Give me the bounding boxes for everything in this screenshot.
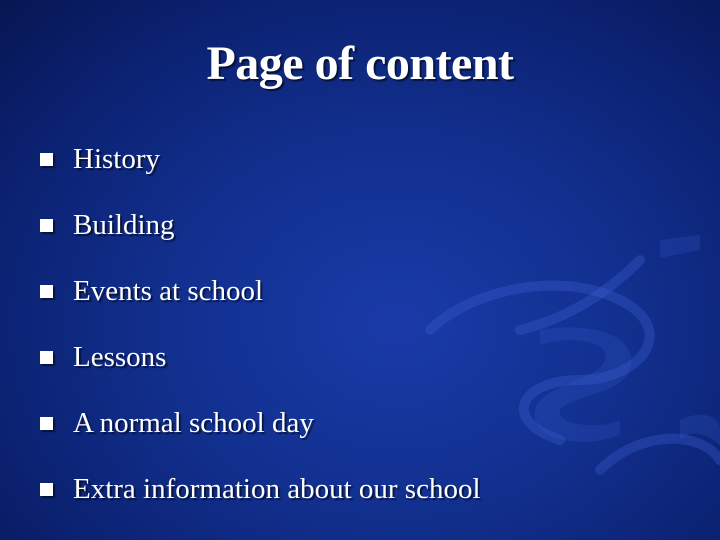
list-item [40, 390, 481, 456]
list-item-label: Events at school [73, 274, 264, 307]
square-bullet-icon [40, 483, 53, 496]
list-item [40, 456, 481, 522]
list-item-label: Lessons [73, 340, 167, 373]
list-item-label: Extra information about our school [73, 472, 481, 505]
square-bullet-icon [40, 153, 53, 166]
list-item [40, 126, 481, 192]
bullet-list [40, 126, 481, 522]
slide-title: Page of content [206, 37, 514, 90]
square-bullet-icon [40, 417, 53, 430]
square-bullet-icon [40, 285, 53, 298]
list-item [40, 258, 481, 324]
list-item [40, 192, 481, 258]
list-item [40, 324, 481, 390]
square-bullet-icon [40, 351, 53, 364]
list-item-label: A normal school day [73, 406, 314, 439]
list-item-label: History [73, 142, 160, 175]
square-bullet-icon [40, 219, 53, 232]
list-item-label: Building [73, 208, 175, 241]
